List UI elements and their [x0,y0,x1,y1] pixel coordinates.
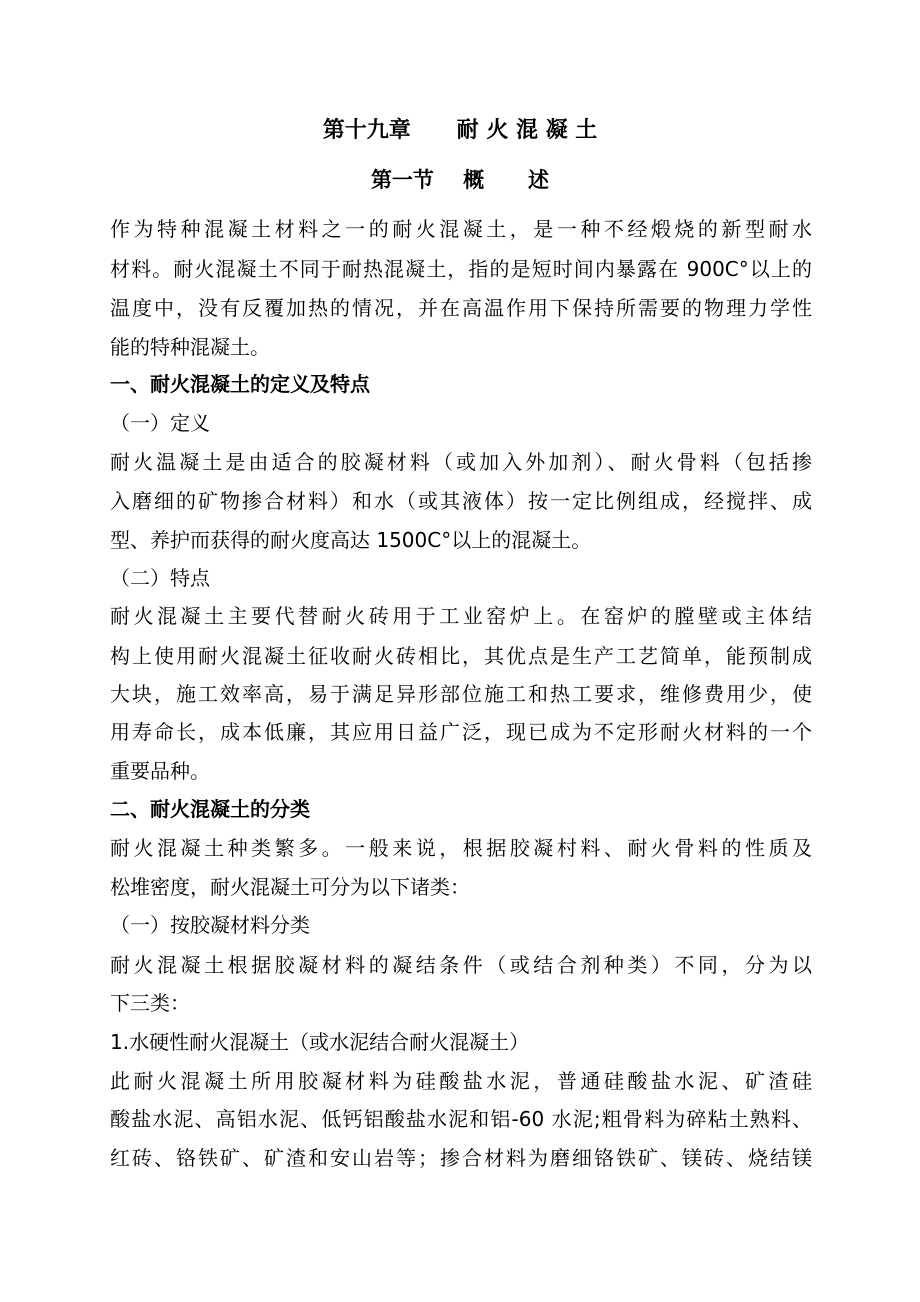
subsection-heading: （二）特点 [110,566,210,590]
paragraph-line: 耐火混凝土主要代替耐火砖用于工业窑炉上。在窑炉的膛壁或主体结 [110,604,812,628]
paragraph-line: 重要品种。 [110,759,210,783]
paragraph-line: 红砖、铬铁矿、矿渣和安山岩等；掺合材料为磨细铬铁矿、镁砖、烧结镁 [110,1146,812,1170]
paragraph-line: 松堆密度，耐火混凝土可分为以下诸类： [110,875,470,899]
section-title: 第一节 概 述 [370,168,550,192]
chapter-title: 第十九章 耐 火 混 凝 土 [322,118,598,143]
paragraph-line: 下三类： [110,991,190,1015]
subsection-heading: （一）定义 [110,411,210,435]
paragraph-line: 温度中，没有反覆加热的情况，并在高温作用下保持所需要的物理力学性 [110,296,812,320]
paragraph-line: 用寿命长，成本低廉，其应用日益广泛，现已成为不定形耐火材料的一个 [110,720,812,744]
paragraph-line: 型、养护而获得的耐火度高达 1500C°以上的混凝土。 [110,528,592,552]
subsection-heading: 1.水硬性耐火混凝土（或水泥结合耐火混凝土） [110,1030,530,1054]
section-heading: 一、耐火混凝土的定义及特点 [110,372,370,396]
subsection-heading: （一）按胶凝材料分类 [110,913,310,937]
paragraph-line: 材料。耐火混凝土不同于耐热混凝土，指的是短时间内暴露在 900C°以上的 [110,257,812,281]
paragraph-line: 耐火温凝土是由适合的胶凝材料（或加入外加剂）、耐火骨料（包括掺 [110,450,812,474]
section-heading: 二、耐火混凝土的分类 [110,797,310,821]
paragraph-line: 构上使用耐火混凝土征收耐火砖相比，其优点是生产工艺简单，能预制成 [110,644,812,668]
paragraph-line: 耐火混凝土种类繁多。一般来说，根据胶凝村料、耐火骨料的性质及 [110,836,812,860]
paragraph-line: 作为特种混凝土材料之一的耐火混凝土，是一种不经煅烧的新型耐水 [110,217,812,241]
paragraph-line: 能的特种混凝土。 [110,335,270,359]
paragraph-line: 大块，施工效率高，易于满足异形部位施工和热工要求，维修费用少，使 [110,682,812,706]
paragraph-line: 此耐火混凝土所用胶凝材料为硅酸盐水泥，普通硅酸盐水泥、矿渣硅 [110,1069,812,1093]
paragraph-line: 耐火混凝土根据胶凝材料的凝结条件（或结合剂种类）不同，分为以 [110,953,812,977]
paragraph-line: 酸盐水泥、高铝水泥、低钙铝酸盐水泥和铝-60 水泥;粗骨料为碎粘土熟料、 [110,1107,812,1131]
paragraph-line: 入磨细的矿物掺合材料）和水（或其液体）按一定比例组成，经搅拌、成 [110,489,812,513]
